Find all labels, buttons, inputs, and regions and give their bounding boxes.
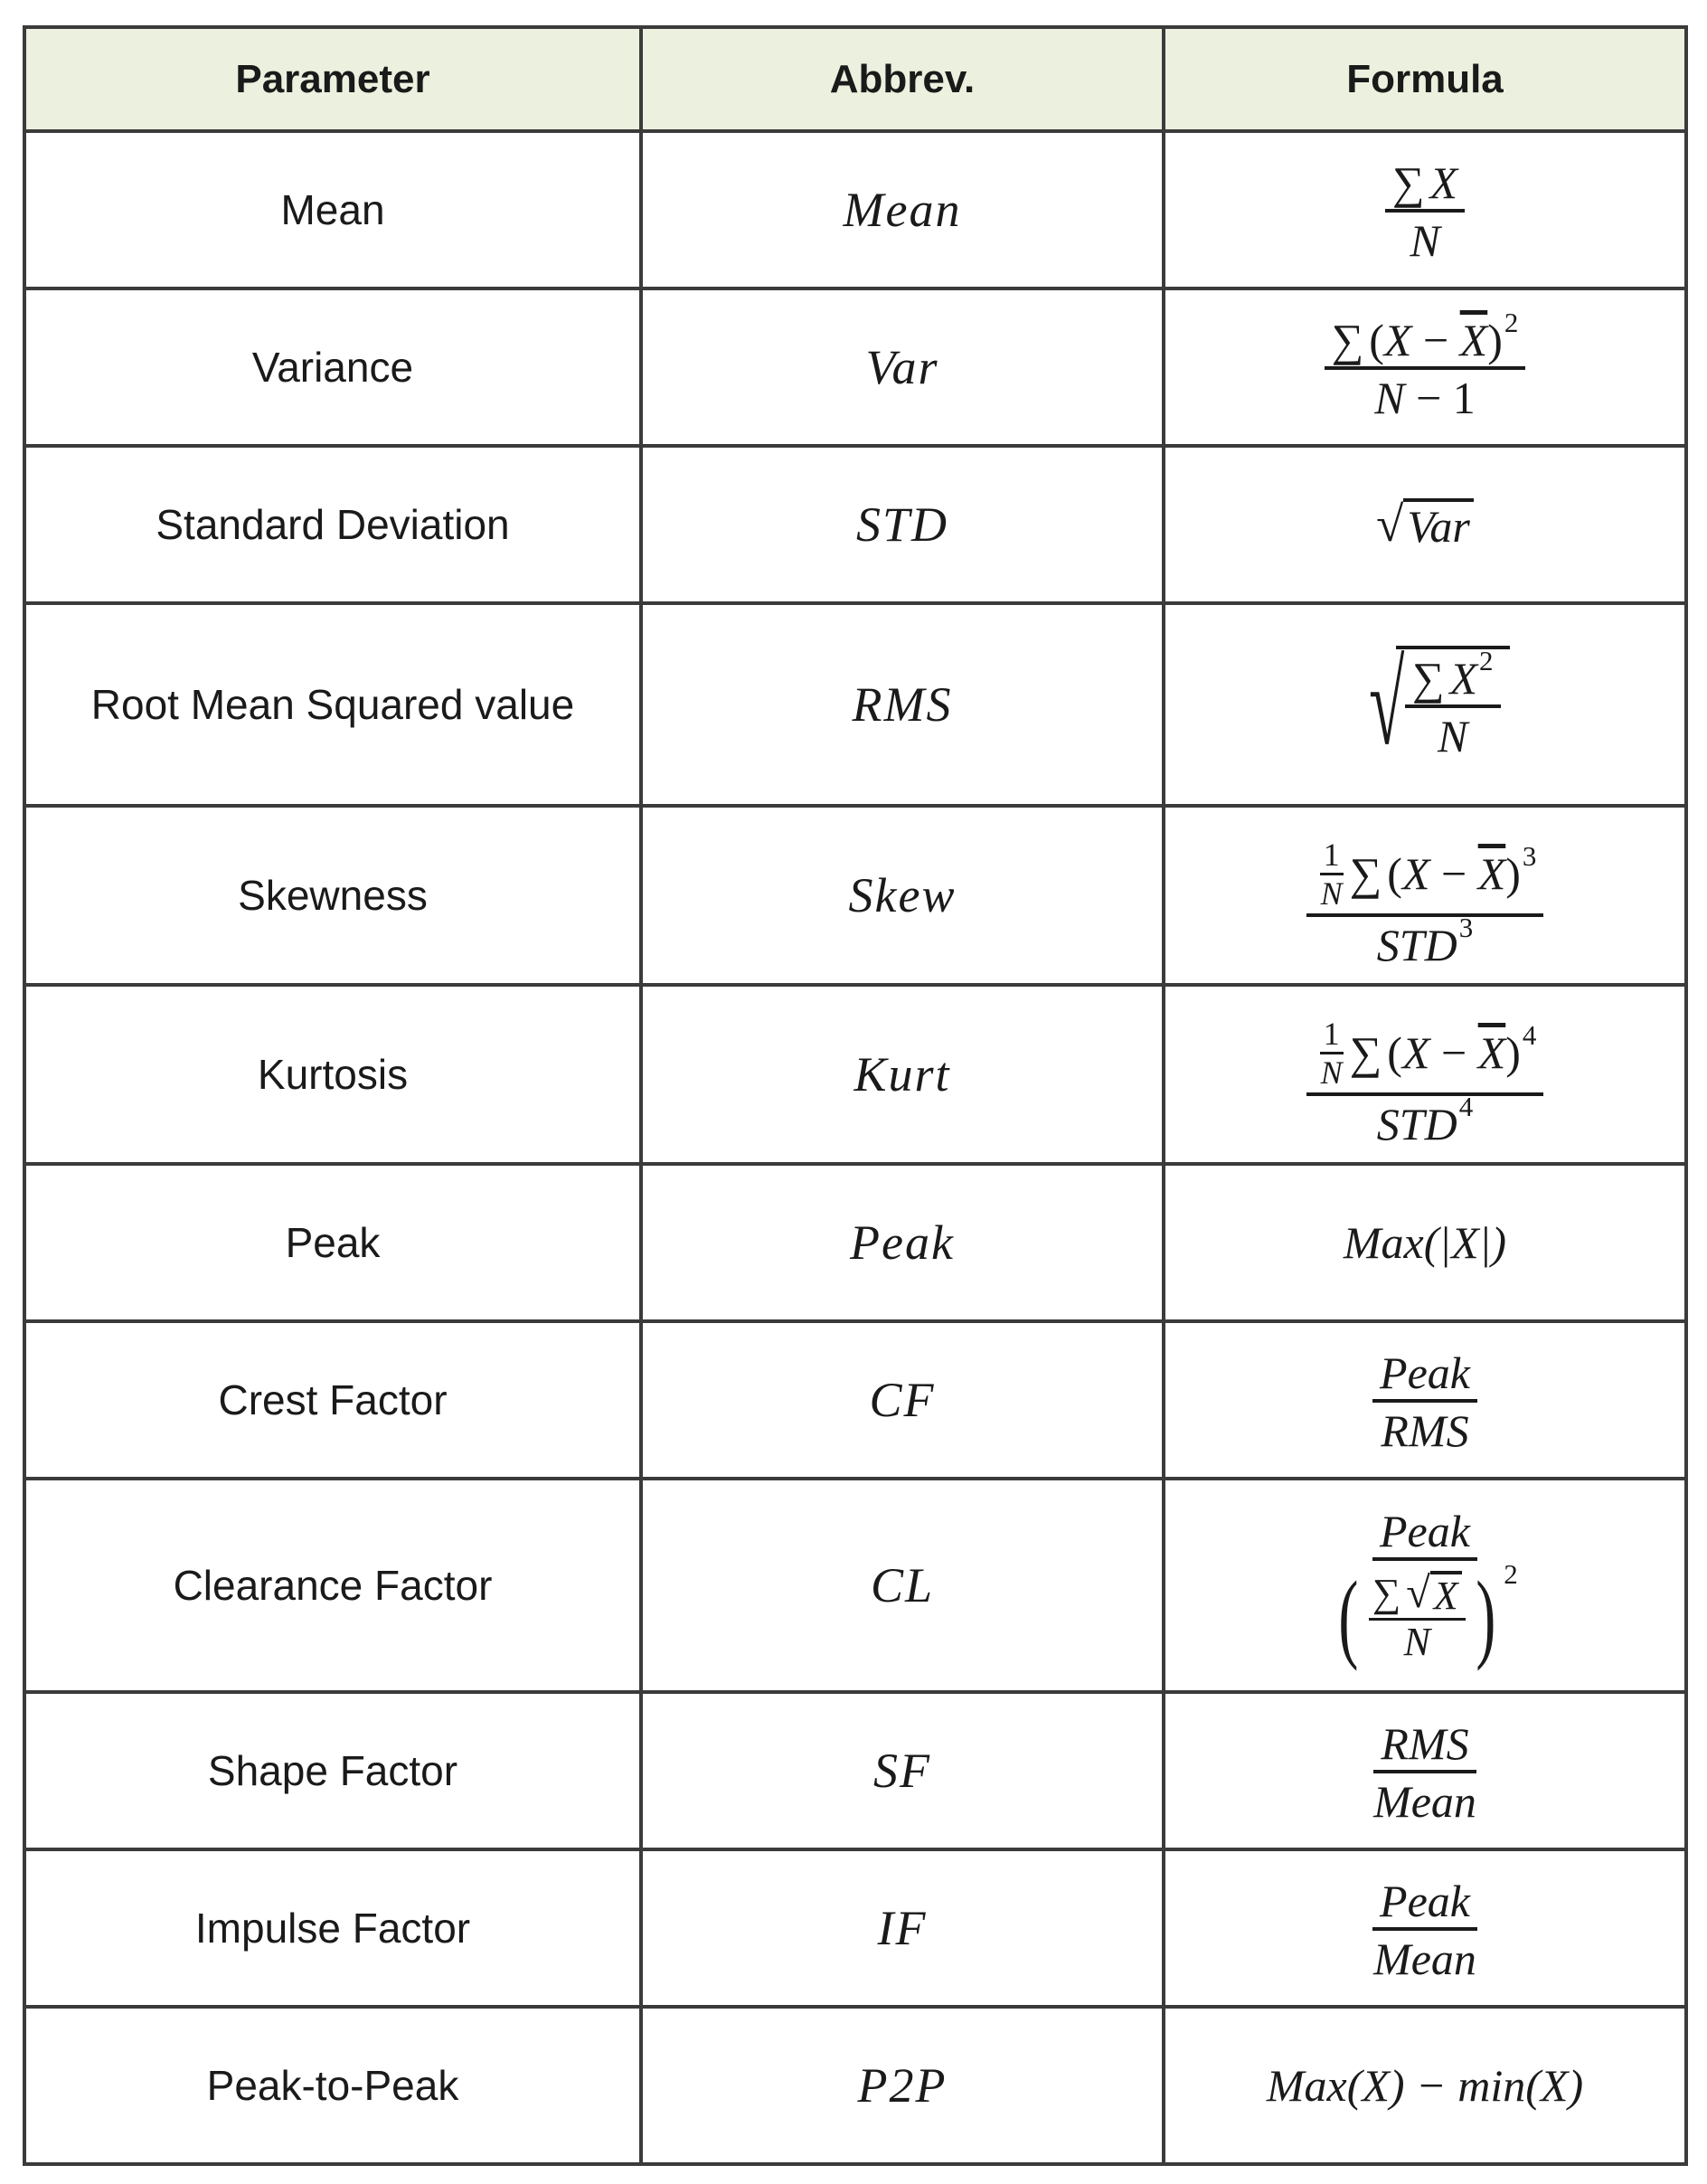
abbreviation: Peak <box>641 1164 1164 1321</box>
formula-cell: Max(X) − min(X) <box>1164 2007 1686 2164</box>
parameter-name: Shape Factor <box>24 1692 641 1849</box>
table-row <box>24 1849 1686 2007</box>
formula-mean: ∑ X N <box>1380 160 1470 263</box>
formula-cell <box>1164 1321 1686 1479</box>
abbreviation: Mean <box>641 131 1164 288</box>
formula-clearance-factor: Peak ( ∑ √ X N ) 2 <box>1338 1506 1518 1671</box>
table-row <box>24 1164 1686 1321</box>
abbreviation: Var <box>641 288 1164 446</box>
parameter-name: Root Mean Squared value <box>24 603 641 806</box>
abbreviation: P2P <box>641 2007 1164 2164</box>
abbreviation: Skew <box>641 806 1164 985</box>
formula-std: √ Var <box>1376 498 1474 549</box>
formula-cell <box>1164 131 1686 288</box>
table-row <box>24 131 1686 288</box>
formula-cell <box>1164 1692 1686 1849</box>
parameter-name: Peak-to-Peak <box>24 2007 641 2164</box>
abbreviation: SF <box>641 1692 1164 1849</box>
formula-cell <box>1164 603 1686 806</box>
abbreviation: IF <box>641 1849 1164 2007</box>
table-row <box>24 2007 1686 2164</box>
table-row <box>24 603 1686 806</box>
header-abbrev: Abbrev. <box>641 27 1164 131</box>
formula-variance: ∑ ( X − $\overline{X}$ ) 2 N − 1 <box>1319 317 1532 421</box>
formula-kurtosis: $\frac{1}{N}$ ∑ ( X − $\overline{X}$ ) 4 STD 4 <box>1301 1017 1550 1147</box>
parameter-name: Clearance Factor <box>24 1479 641 1692</box>
abbreviation: CL <box>641 1479 1164 1692</box>
table-row <box>24 288 1686 446</box>
formula-cell <box>1164 446 1686 603</box>
parameter-name: Peak <box>24 1164 641 1321</box>
parameter-name: Standard Deviation <box>24 446 641 603</box>
formula-skewness: $\frac{1}{N}$ ∑ ( X − $\overline{X}$ ) 3 STD 3 <box>1301 838 1550 968</box>
table-row <box>24 1479 1686 1692</box>
formula-cell <box>1164 1849 1686 2007</box>
table-row <box>24 446 1686 603</box>
parameter-name: Crest Factor <box>24 1321 641 1479</box>
parameters-table <box>23 25 1688 2166</box>
table-row <box>24 1321 1686 1479</box>
table-row <box>24 1692 1686 1849</box>
parameter-name: Skewness <box>24 806 641 985</box>
formula-crest-factor: $\frac{\text{Peak}}{\text{RMS}}$ <box>1367 1350 1483 1453</box>
header-parameter: Parameter <box>24 27 641 131</box>
table-row <box>24 806 1686 985</box>
parameter-name: Mean <box>24 131 641 288</box>
parameter-name: Kurtosis <box>24 985 641 1164</box>
formula-impulse-factor: $\frac{\text{Peak}}{\text{Mean}}$ <box>1373 1876 1476 1984</box>
formula-cell <box>1164 985 1686 1164</box>
header-formula: Formula <box>1164 27 1686 131</box>
formula-cell: Max(|X|) <box>1164 1164 1686 1321</box>
abbreviation: STD <box>641 446 1164 603</box>
abbreviation: Kurt <box>641 985 1164 1164</box>
header-row <box>24 27 1686 131</box>
abbreviation: CF <box>641 1321 1164 1479</box>
formula-rms: √ ∑ X 2 N <box>1340 646 1509 763</box>
abbreviation: RMS <box>641 603 1164 806</box>
formula-shape-factor: $\frac{\text{RMS}}{\text{Mean}}$ <box>1373 1718 1476 1827</box>
parameter-name: Variance <box>24 288 641 446</box>
formula-cell <box>1164 288 1686 446</box>
table-row <box>24 985 1686 1164</box>
parameter-name: Impulse Factor <box>24 1849 641 2007</box>
formula-cell <box>1164 806 1686 985</box>
formula-cell <box>1164 1479 1686 1692</box>
